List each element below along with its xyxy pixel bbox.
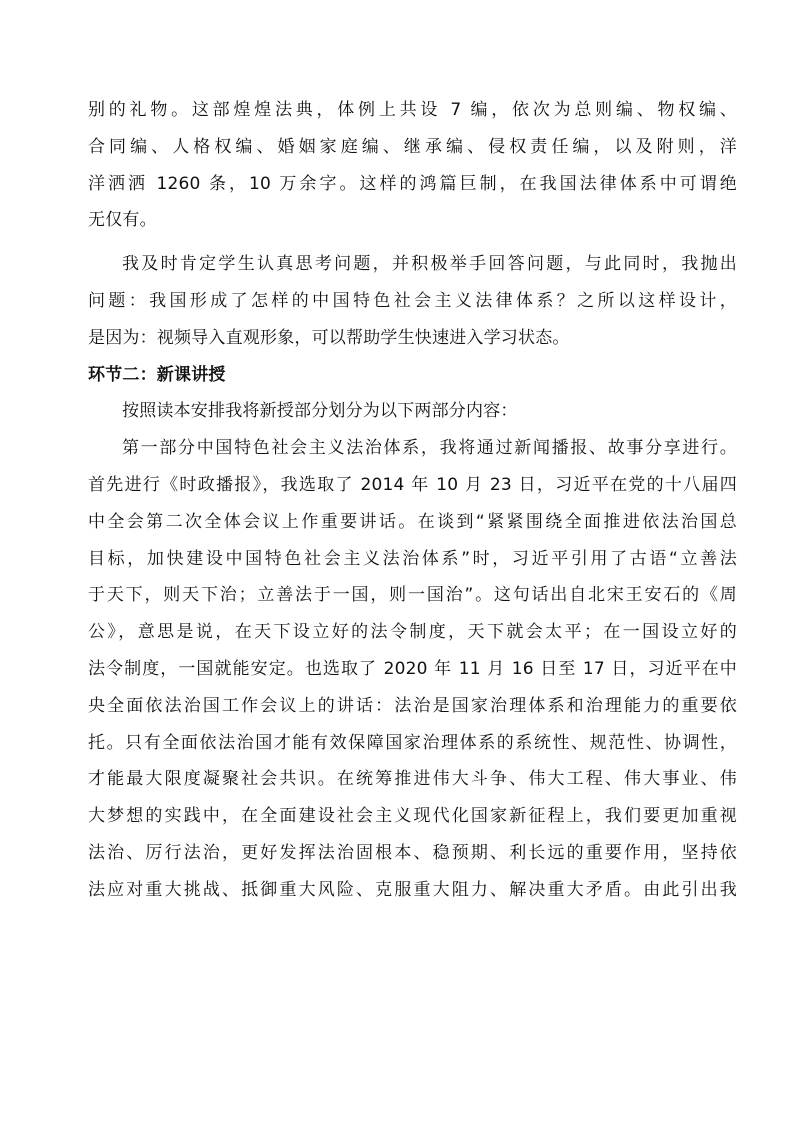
text-line: 我及时肯定学生认真思考问题，并积极举手回答问题，与此同时，我抛出 (122, 254, 737, 275)
paragraph-2 (88, 246, 737, 356)
text-line: 别的礼物。这部煌煌法典，体例上共设 7 编，依次为总则编、物权编、 (88, 100, 737, 120)
text-line: 问题：我国形成了怎样的中国特色社会主义法律体系？之所以这样设计， (88, 290, 737, 311)
document-body (88, 92, 737, 909)
text-line: 首先进行《时政播报》，我选取了 2014 年 10 月 23 日，习近平在党的十八届四 (88, 474, 737, 495)
text-line: 公》，意思是说，在天下设立好的法令制度，天下就会太平；在一国设立好的 (88, 622, 737, 643)
text-line: 第一部分中国特色社会主义法治体系，我将通过新闻播报、故事分享进行。 (122, 438, 737, 459)
text-line: 法令制度，一国就能安定。也选取了 2020 年 11 月 16 日至 17 日，习近平在中 (88, 658, 737, 679)
text-line: 合同编、人格权编、婚姻家庭编、继承编、侵权责任编，以及附则，洋 (88, 136, 737, 157)
text-line: 才能最大限度凝聚社会共识。在统筹推进伟大斗争、伟大工程、伟大事业、伟 (88, 769, 737, 790)
section-heading: 环节二：新课讲授 (88, 364, 226, 385)
text-line: 法治、厉行法治，更好发挥法治固根本、稳预期、利长远的重要作用，坚持依 (88, 842, 737, 863)
text-line: 法应对重大挑战、抵御重大风险、克服重大阻力、解决重大矛盾。由此引出我 (88, 879, 737, 900)
paragraph-3 (88, 393, 737, 430)
text-line: 托。只有全面依法治国才能有效保障国家治理体系的系统性、规范性、协调性， (88, 732, 737, 753)
paragraph-4 (88, 430, 737, 908)
paragraph-1 (88, 92, 737, 239)
text-line: 无仅有。 (88, 210, 157, 231)
paragraph-spacer (88, 239, 737, 246)
text-line: 按照读本安排我将新授部分划分为以下两部分内容： (122, 401, 518, 422)
text-line: 于天下，则天下治；立善法于一国，则一国治”。这句话出自北宋王安石的《周 (88, 585, 737, 606)
text-line: 洋洒洒 1260 条，10 万余字。这样的鸿篇巨制，在我国法律体系中可谓绝 (88, 173, 737, 194)
text-line: 中全会第二次全体会议上作重要讲话。在谈到“紧紧围绕全面推进依法治国总 (88, 511, 737, 532)
text-line: 是因为：视频导入直观形象，可以帮助学生快速进入学习状态。 (88, 327, 570, 348)
text-line: 央全面依法治国工作会议上的讲话：法治是国家治理体系和治理能力的重要依 (88, 695, 737, 716)
text-line: 大梦想的实践中，在全面建设社会主义现代化国家新征程上，我们要更加重视 (88, 806, 737, 827)
text-line: 目标，加快建设中国特色社会主义法治体系”时，习近平引用了古语“立善法 (88, 548, 737, 569)
